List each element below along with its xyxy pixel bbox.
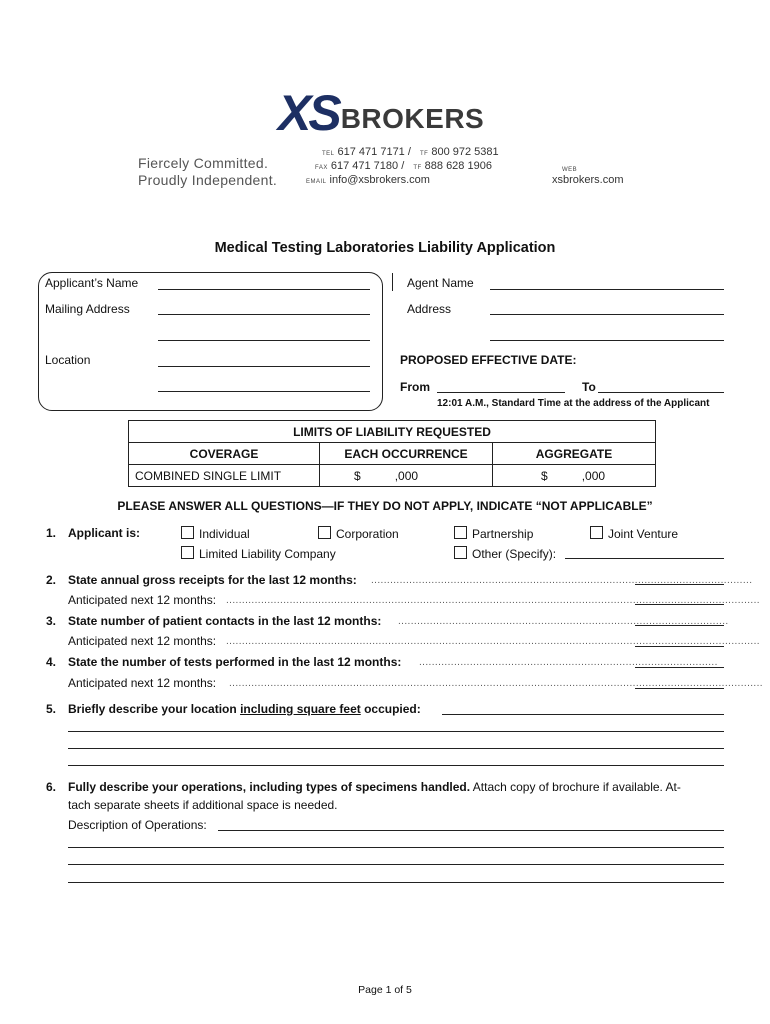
page-number: Page 1 of 5 xyxy=(358,984,412,996)
contact-web-label: WEB xyxy=(562,167,578,173)
q5-field-3[interactable] xyxy=(68,748,724,749)
agent-divider xyxy=(392,273,393,291)
applicant-name-field[interactable] xyxy=(158,289,370,290)
q3-sub-leader: ........................................................................................................................................................................ xyxy=(226,636,760,647)
q5-label: Briefly describe your location including square feet occupied: xyxy=(68,702,421,716)
q1-number: 1. xyxy=(46,526,57,540)
q6-field-1[interactable] xyxy=(218,830,724,831)
agent-name-field[interactable] xyxy=(490,289,724,290)
q4-sub-label: Anticipated next 12 months: xyxy=(68,676,217,690)
applicant-name-label: Applicant’s Name xyxy=(45,276,139,290)
q2-sub-field[interactable] xyxy=(635,604,724,605)
each-occurrence-cell[interactable]: $ ,000 xyxy=(320,465,493,487)
mailing-address-field-2[interactable] xyxy=(158,340,370,341)
effective-date-label: PROPOSED EFFECTIVE DATE: xyxy=(400,353,577,367)
to-date-field[interactable] xyxy=(598,392,724,393)
instructions: PLEASE ANSWER ALL QUESTIONS—IF THEY DO NOT APPLY, INDICATE “NOT APPLICABLE” xyxy=(117,499,653,513)
q2-number: 2. xyxy=(46,573,57,587)
location-field-1[interactable] xyxy=(158,366,370,367)
col-coverage: COVERAGE xyxy=(129,443,320,465)
q4-leader: .............................................................................................. xyxy=(419,657,718,668)
q6-number: 6. xyxy=(46,780,57,794)
q6-field-4[interactable] xyxy=(68,882,724,883)
q4-sub-leader: ........................................................................................................................................................................ xyxy=(229,678,763,689)
tagline-1: Fiercely Committed. xyxy=(138,155,269,171)
q5-number: 5. xyxy=(46,702,57,716)
q5-field-4[interactable] xyxy=(68,765,724,766)
logo-xs: XS xyxy=(278,85,339,141)
aggregate-cell[interactable]: $ ,000 xyxy=(493,465,656,487)
checkbox-icon[interactable] xyxy=(181,526,194,539)
xs-brokers-logo xyxy=(278,85,485,141)
tagline-2: Proudly Independent. xyxy=(138,172,278,188)
checkbox-icon[interactable] xyxy=(318,526,331,539)
option-other[interactable]: Other (Specify): xyxy=(454,546,556,561)
q3-sub-field[interactable] xyxy=(635,646,724,647)
logo-brokers: BROKERS xyxy=(340,103,485,134)
option-corporation[interactable]: Corporation xyxy=(318,526,399,541)
limits-table xyxy=(128,420,656,487)
q2-sub-leader: ........................................................................................................................................................................ xyxy=(226,595,760,606)
q1-label: Applicant is: xyxy=(68,526,141,540)
q2-field[interactable] xyxy=(635,584,724,585)
q3-number: 3. xyxy=(46,614,57,628)
q6-label-line2: tach separate sheets if additional space is needed. xyxy=(68,798,338,812)
q6-label: Fully describe your operations, including types of specimens handled. Attach copy of brochure if available. At- xyxy=(68,780,681,794)
q4-sub-field[interactable] xyxy=(635,688,724,689)
q3-sub-label: Anticipated next 12 months: xyxy=(68,634,217,648)
agent-name-label: Agent Name xyxy=(407,276,474,290)
q6-field-2[interactable] xyxy=(68,847,724,848)
contact-tel: TEL 617 471 7171 / TF 800 972 5381 xyxy=(322,146,499,158)
checkbox-icon[interactable] xyxy=(590,526,603,539)
q5-field-2[interactable] xyxy=(68,731,724,732)
q2-label: State annual gross receipts for the last 12 months: xyxy=(68,573,357,587)
to-label: To xyxy=(582,380,596,394)
q3-field[interactable] xyxy=(635,625,724,626)
limits-heading: LIMITS OF LIABILITY REQUESTED xyxy=(129,421,656,443)
checkbox-icon[interactable] xyxy=(181,546,194,559)
col-each-occurrence: EACH OCCURRENCE xyxy=(320,443,493,465)
contact-fax: FAX 617 471 7180 / TF 888 628 1906 xyxy=(315,160,492,172)
mailing-address-field-1[interactable] xyxy=(158,314,370,315)
q5-field-1[interactable] xyxy=(442,714,724,715)
option-partnership[interactable]: Partnership xyxy=(454,526,533,541)
agent-address-label: Address xyxy=(407,302,452,316)
q4-label: State the number of tests performed in the last 12 months: xyxy=(68,655,402,669)
q4-field[interactable] xyxy=(635,667,724,668)
checkbox-icon[interactable] xyxy=(454,526,467,539)
other-specify-field[interactable] xyxy=(565,558,724,559)
option-llc[interactable]: Limited Liability Company xyxy=(181,546,336,561)
agent-address-field-1[interactable] xyxy=(490,314,724,315)
checkbox-icon[interactable] xyxy=(454,546,467,559)
option-individual[interactable]: Individual xyxy=(181,526,250,541)
contact-web: xsbrokers.com xyxy=(552,174,624,186)
col-aggregate: AGGREGATE xyxy=(493,443,656,465)
page-title: Medical Testing Laboratories Liability Application xyxy=(214,240,556,256)
from-date-field[interactable] xyxy=(437,392,565,393)
option-joint-venture[interactable]: Joint Venture xyxy=(590,526,678,541)
row-combined-single-limit: COMBINED SINGLE LIMIT xyxy=(129,465,320,487)
location-label: Location xyxy=(45,353,91,367)
q3-leader: ........................................................................................................ xyxy=(398,616,729,627)
contact-email: EMAIL info@xsbrokers.com xyxy=(306,174,430,186)
mailing-address-label: Mailing Address xyxy=(45,302,130,316)
agent-address-field-2[interactable] xyxy=(490,340,724,341)
q2-leader: ........................................................................................................................ xyxy=(371,575,753,586)
q6-field-3[interactable] xyxy=(68,864,724,865)
q4-number: 4. xyxy=(46,655,57,669)
from-label: From xyxy=(400,380,430,394)
time-note: 12:01 A.M., Standard Time at the address of the Applicant xyxy=(437,398,710,409)
q2-sub-label: Anticipated next 12 months: xyxy=(68,593,217,607)
description-of-operations-label: Description of Operations: xyxy=(68,818,207,832)
location-field-2[interactable] xyxy=(158,391,370,392)
q3-label: State number of patient contacts in the last 12 months: xyxy=(68,614,382,628)
